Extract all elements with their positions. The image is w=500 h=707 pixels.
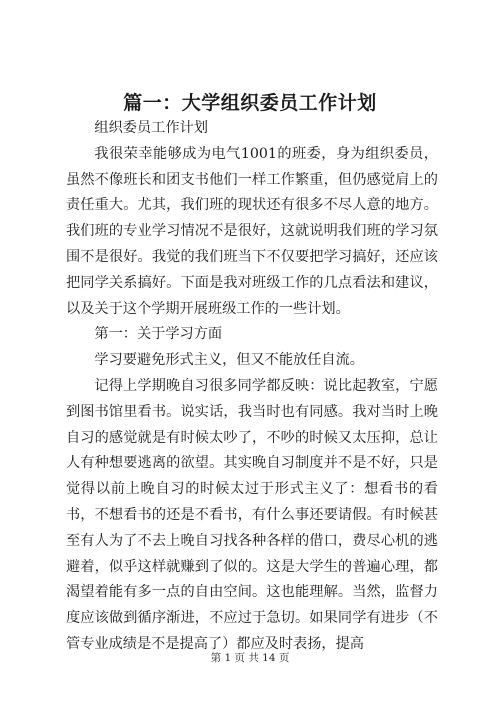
paragraph-subtitle: 组织委员工作计划 xyxy=(94,120,208,136)
paragraph-principle: 学习要避免形式主义，但又不能放任自流。 xyxy=(94,352,364,369)
document-title: 篇一：大学组织委员工作计划 xyxy=(123,92,377,114)
document-body xyxy=(66,116,438,658)
paragraph-intro: 我很荣幸能够成为电气1001的班委，身为组织委员，虽然不像班长和团支书他们一样工作繁重，但仍感觉肩上的责任重大。尤其，我们班的现状还有很多不尽人意的地方。我们班的专业学习情况不是很好，这就说明我们班的学习氛围不是很好。我觉的我们班当下不仅要把学习搞好，还应该把同学关系搞好。下面是我对班级工作的几点看法和建议，以及关于这个学期开展班级工作的一些计划。 xyxy=(66,145,438,317)
paragraph-section-heading: 第一：关于学习方面 xyxy=(94,326,223,343)
page-number-footer: 第 1 页 共 14 页 xyxy=(210,652,290,664)
paragraph-self-study: 记得上学期晚自习很多同学都反映：说比起教室，宁愿到图书馆里看书。说实话，我当时也有同感。我对当时上晚自习的感觉就是有时候太吵了，不吵的时候又太压抑，总让人有种想要逃离的欲望。其实晚自习制度并不是不好，只是觉得以前上晚自习的时候太过于形式主义了：想看书的看书，不想看书的还是不看书，有什么事还要请假。有时候甚至有人为了不去上晚自习找各种各样的借口，费尽心机的逃避着，似乎这样就赚到了似的。这是大学生的普遍心理，都渴望着能有多一点的自由空间。这也能理解。当然，监督力度应该做到循序渐进，不应过于急切。如果同学有进步（不管专业成绩是不是提高了）都应及时表扬，提高 xyxy=(66,377,438,652)
